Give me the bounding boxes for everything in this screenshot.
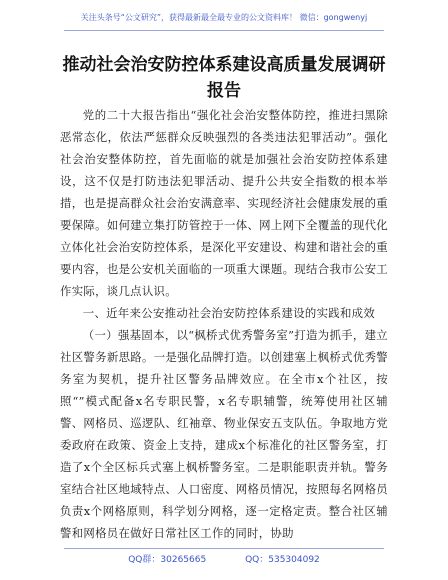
qq-number: QQ：535304092 xyxy=(245,555,320,565)
section-heading: 一、近年来公安推动社会治安防控体系建设的实践和成效 xyxy=(82,306,376,320)
header-note: 关注头条号“公文研究”，获得最新最全最专业的公文资料库！ 微信：gongwenyj xyxy=(80,13,368,22)
intro-paragraph: 党的二十大报告指出“强化社会治安整体防控，推进扫黑除恶常态化，依法严惩群众反映强烈的各类违法犯罪活动”。强化社会治安整体防控，首先面临的就是加强社会治安防控体系建设，这不仅是打防违法犯罪活动、提升公共安全指数的根本举措，也是提高群众社会治安满意率、实现经济社会健康发展的重要保障。如何建立集打防管控于一体、网上网下全覆盖的现代化立体化社会治安防控体系，是深化平安建设、构建和谐社会的重要内容，也是公安机关面临的一项重大课题。现结合我市公安工作实际，谈几点认识。 xyxy=(60,108,388,298)
document-title: 推动社会治安防控体系建设高质量发展调研报告 xyxy=(62,55,386,101)
body-paragraph: （一）强基固本，以“枫桥式优秀警务室”打造为抓手，建立社区警务新思路。一是强化品牌打造。以创建塞上枫桥式优秀警务室为契机，提升社区警务品牌效应。在全市x个社区，按照“”模式配备x名专职民警，x名专职辅警，统筹使用社区辅警、网格员、巡逻队、红袖章、物业保安五支队伍。争取地方党委政府在政策、资金上支持，建成x个标准化的社区警务室，打造了x个全区标兵式塞上枫桥警务室。二是职能职责并轨。警务室结合社区地域特点、人口密度、网格员情况，按照每名网格员负责x个网格原则，科学划分网格，逐一定格定责。整合社区辅警和网格员在做好日常社区工作的同时，协助 xyxy=(60,328,388,540)
qq-group-number: QQ群：30265665 xyxy=(128,555,207,565)
footer-divider xyxy=(64,548,384,549)
footer-contacts xyxy=(0,552,448,565)
header-divider xyxy=(64,30,384,31)
document-body xyxy=(60,104,388,544)
